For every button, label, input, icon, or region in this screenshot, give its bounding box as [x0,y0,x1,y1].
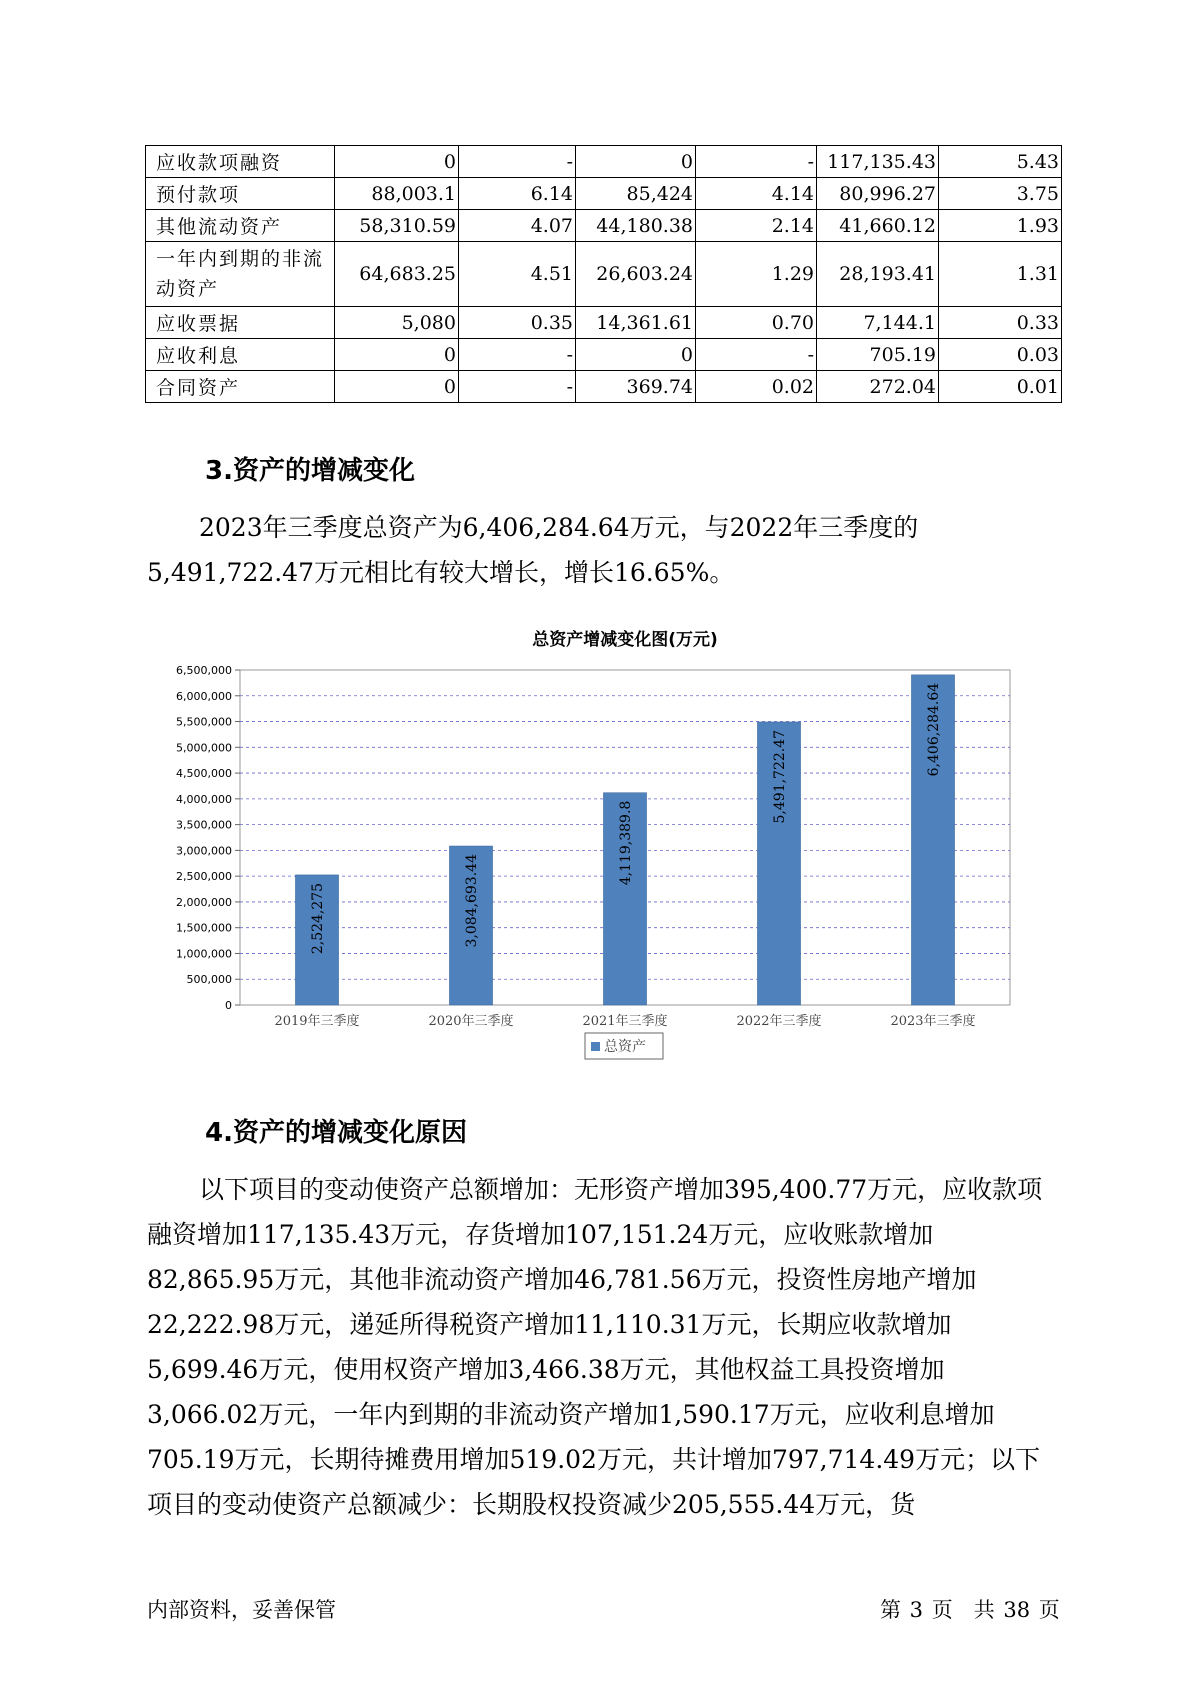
section-paragraph [147,1167,1044,1527]
cell-value: 7,144.1 [817,307,939,339]
row-name: 应收票据 [146,307,335,339]
asset-table [145,145,1062,403]
y-tick-label: 1,500,000 [176,921,232,935]
cell-value: 0 [335,146,459,178]
cell-percent: 1.93 [939,210,1062,242]
table-row [146,242,1062,307]
bar-data-label: 5,491,722.47 [772,729,788,824]
cell-percent: 6.14 [459,178,576,210]
cell-value: 64,683.25 [335,242,459,307]
paragraph-text: 2023年三季度总资产为6,406,284.64万元，与2022年三季度的5,491,722.47万元相比有较大增长，增长16.65%。 [147,513,919,587]
x-tick-label: 2022年三季度 [736,1014,822,1029]
legend-label: 总资产 [604,1039,646,1055]
asset-table-container [145,145,1062,403]
section-heading: 3.资产的增减变化 [205,456,415,486]
bar-data-label: 6,406,284.64 [926,682,942,777]
table-row [146,178,1062,210]
table-row [146,210,1062,242]
cell-percent: 0.70 [696,307,817,339]
bar-chart-svg [150,615,1030,1075]
row-name: 预付款项 [146,178,335,210]
cell-percent: 1.29 [696,242,817,307]
cell-value: 5,080 [335,307,459,339]
y-tick-label: 2,000,000 [176,895,232,909]
cell-percent: - [459,146,576,178]
cell-percent: 0.01 [939,371,1062,403]
y-tick-label: 4,000,000 [176,792,232,806]
cell-value: 28,193.41 [817,242,939,307]
cell-value: 705.19 [817,339,939,371]
cell-value: 369.74 [576,371,696,403]
y-tick-label: 6,000,000 [176,689,232,703]
row-name: 应收利息 [146,339,335,371]
cell-value: 41,660.12 [817,210,939,242]
cell-percent: 0.02 [696,371,817,403]
cell-value: 80,996.27 [817,178,939,210]
cell-value: 26,603.24 [576,242,696,307]
table-row [146,371,1062,403]
y-tick-label: 3,500,000 [176,818,232,832]
cell-value: 58,310.59 [335,210,459,242]
y-tick-label: 2,500,000 [176,870,232,884]
section-paragraph [147,505,1047,595]
y-tick-label: 500,000 [186,973,232,987]
cell-percent: 4.14 [696,178,817,210]
row-name [146,242,335,307]
cell-value: 0 [335,339,459,371]
cell-value: 0 [576,146,696,178]
row-name: 合同资产 [146,371,335,403]
y-tick-label: 4,500,000 [176,767,232,781]
table-row [146,307,1062,339]
total-assets-chart [150,615,1030,1075]
cell-percent: 3.75 [939,178,1062,210]
row-name: 应收款项融资 [146,146,335,178]
bar-data-label: 2,524,275 [310,882,326,955]
cell-value: 0 [576,339,696,371]
paragraph-text: 以下项目的变动使资产总额增加：无形资产增加395,400.77万元，应收款项融资增加117,135.43万元，存货增加107,151.24万元，应收账款增加82,865.95万元，其他非流动资产增加46,781.56万元，投资性房地产增加22,222.98万元，递延所得税资产增加11,110.31万元，长期应收款增加5,699.46万元，使用权资产增加3,466.38万元，其他权益工具投资增加3,066.02万元，一年内到期的非流动资产增加1,590.17万元，应收利息增加705.19万元，长期待摊费用增加519.02万元，共计增加797,714.49万元；以下项目的变动使资产总额减少：长期股权投资减少205,555.44万元，货 [147,1175,1043,1519]
cell-value: 117,135.43 [817,146,939,178]
x-tick-label: 2020年三季度 [428,1014,514,1029]
cell-percent: - [459,339,576,371]
cell-percent: 0.35 [459,307,576,339]
x-tick-label: 2019年三季度 [274,1014,360,1029]
cell-percent: - [696,339,817,371]
cell-percent: 0.03 [939,339,1062,371]
cell-value: 0 [335,371,459,403]
bar-data-label: 4,119,389.8 [618,800,634,886]
cell-value: 88,003.1 [335,178,459,210]
y-tick-label: 0 [225,999,232,1012]
cell-value: 14,361.61 [576,307,696,339]
row-name-line2: 动资产 [156,278,220,300]
cell-percent: 1.31 [939,242,1062,307]
cell-percent: 5.43 [939,146,1062,178]
y-tick-label: 3,000,000 [176,844,232,858]
cell-value: 272.04 [817,371,939,403]
y-tick-label: 5,500,000 [176,715,232,729]
table-row [146,146,1062,178]
cell-percent: 0.33 [939,307,1062,339]
y-tick-label: 1,000,000 [176,947,232,961]
row-name: 其他流动资产 [146,210,335,242]
cell-percent: - [696,146,817,178]
y-tick-label: 6,500,000 [176,664,232,677]
y-tick-label: 5,000,000 [176,741,232,755]
chart-title: 总资产增减变化图(万元) [532,630,718,650]
bar-data-label: 3,084,693.44 [464,854,480,948]
cell-percent: - [459,371,576,403]
cell-percent: 2.14 [696,210,817,242]
cell-percent: 4.07 [459,210,576,242]
footer-confidential-note: 内部资料，妥善保管 [147,1598,336,1622]
legend-swatch [591,1042,600,1051]
row-name-line1: 一年内到期的非流 [156,248,325,270]
x-tick-label: 2021年三季度 [582,1014,668,1029]
cell-value: 85,424 [576,178,696,210]
x-tick-label: 2023年三季度 [890,1014,976,1029]
cell-percent: 4.51 [459,242,576,307]
cell-value: 44,180.38 [576,210,696,242]
table-row [146,339,1062,371]
footer-page-number: 第 3 页 共 38 页 [880,1598,1060,1622]
section-heading: 4.资产的增减变化原因 [205,1118,467,1148]
